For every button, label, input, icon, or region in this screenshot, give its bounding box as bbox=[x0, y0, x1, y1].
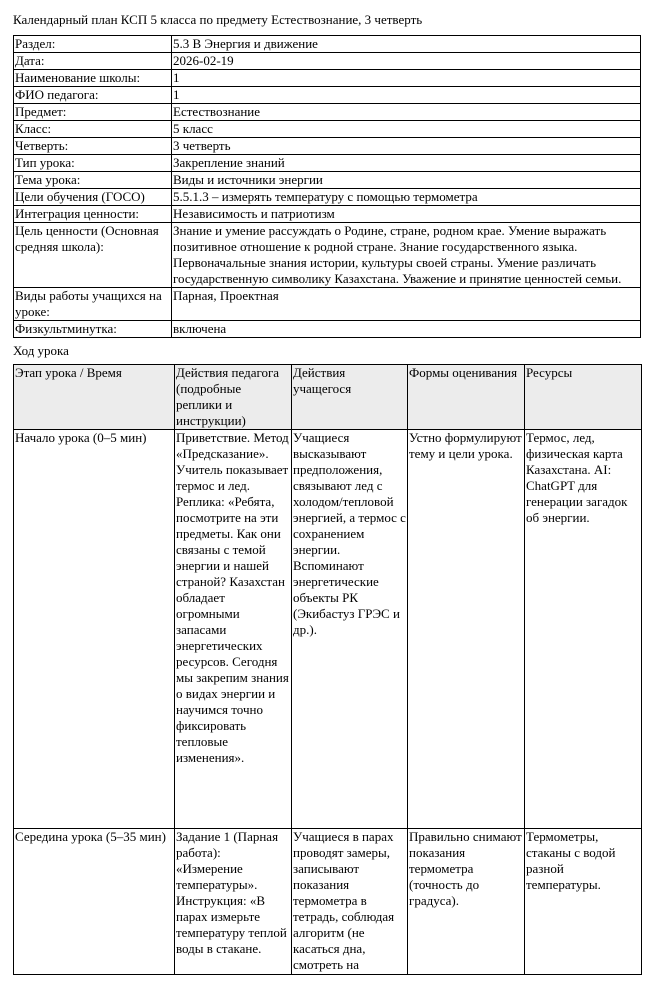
column-header: Формы оценивания bbox=[408, 365, 525, 430]
lesson-cell: Термос, лед, физическая карта Казахстана. AI: ChatGPT для генерации загадок об энергии. bbox=[525, 430, 642, 829]
lesson-header-row bbox=[14, 365, 642, 430]
info-key: Наименование школы: bbox=[14, 70, 172, 87]
info-key: Виды работы учащихся на уроке: bbox=[14, 288, 172, 321]
lesson-cell: Задание 1 (Парная работа): «Измерение температуры». Инструкция: «В парах измерьте температуру теплой воды в стакане. bbox=[175, 829, 292, 975]
lesson-cell: Термометры, стаканы с водой разной температуры. bbox=[525, 829, 642, 975]
info-key: ФИО педагога: bbox=[14, 87, 172, 104]
info-value: 5.5.1.3 – измерять температуру с помощью термометра bbox=[172, 189, 641, 206]
info-row bbox=[14, 87, 641, 104]
lesson-cell: Середина урока (5–35 мин) bbox=[14, 829, 175, 975]
info-value: Закрепление знаний bbox=[172, 155, 641, 172]
column-header: Действия учащегося bbox=[292, 365, 408, 430]
column-header: Этап урока / Время bbox=[14, 365, 175, 430]
column-header: Ресурсы bbox=[525, 365, 642, 430]
info-value: Парная, Проектная bbox=[172, 288, 641, 321]
info-key: Раздел: bbox=[14, 36, 172, 53]
info-key: Класс: bbox=[14, 121, 172, 138]
info-row bbox=[14, 121, 641, 138]
info-key: Тип урока: bbox=[14, 155, 172, 172]
info-key: Тема урока: bbox=[14, 172, 172, 189]
info-value: Естествознание bbox=[172, 104, 641, 121]
info-row bbox=[14, 223, 641, 288]
info-row bbox=[14, 155, 641, 172]
info-value: 5.3 В Энергия и движение bbox=[172, 36, 641, 53]
info-value: 5 класс bbox=[172, 121, 641, 138]
info-value: Виды и источники энергии bbox=[172, 172, 641, 189]
column-header: Действия педагога (подробные реплики и инструкции) bbox=[175, 365, 292, 430]
info-key: Четверть: bbox=[14, 138, 172, 155]
info-row bbox=[14, 206, 641, 223]
info-row bbox=[14, 321, 641, 338]
lesson-row bbox=[14, 430, 642, 829]
lesson-info-table bbox=[13, 35, 641, 338]
info-row bbox=[14, 70, 641, 87]
page-title: Календарный план КСП 5 класса по предмету Естествознание, 3 четверть bbox=[13, 12, 423, 27]
info-value: 1 bbox=[172, 70, 641, 87]
lesson-cell: Приветствие. Метод «Предсказание». Учитель показывает термос и лед. Реплика: «Ребята, посмотрите на эти предметы. Как они связаны с темой энергии и нашей страной? Казахстан обладает огромными запасами энергетических ресурсов. Сегодня мы закрепим знания о видах энергии и научимся точно фиксировать тепловые изменения». bbox=[175, 430, 292, 829]
info-value: Знание и умение рассуждать о Родине, стране, родном крае. Умение выражать позитивное отношение к родной стране. Знание государственного языка. Первоначальные знания истории, культуры своей страны. Умение различать государственную символику Казахстана. Уважение и принятие ценностей семьи. bbox=[172, 223, 641, 288]
lesson-cell: Правильно снимают показания термометра (точность до градуса). bbox=[408, 829, 525, 975]
lesson-cell: Учащиеся высказывают предположения, связывают лед с холодом/тепловой энергией, а термос с сохранением энергии. Вспоминают энергетические объекты РК (Экибастуз ГРЭС и др.). bbox=[292, 430, 408, 829]
info-key: Физкультминутка: bbox=[14, 321, 172, 338]
lesson-row bbox=[14, 829, 642, 975]
lesson-cell: Устно формулируют тему и цели урока. bbox=[408, 430, 525, 829]
lesson-plan-table bbox=[13, 364, 642, 975]
info-key: Цели обучения (ГОСО) bbox=[14, 189, 172, 206]
info-key: Предмет: bbox=[14, 104, 172, 121]
lesson-cell: Учащиеся в парах проводят замеры, записывают показания термометра в тетрадь, соблюдая алгоритм (не касаться дна, смотреть на bbox=[292, 829, 408, 975]
info-row bbox=[14, 53, 641, 70]
info-value: 1 bbox=[172, 87, 641, 104]
info-row bbox=[14, 288, 641, 321]
info-value: включена bbox=[172, 321, 641, 338]
info-value: Независимость и патриотизм bbox=[172, 206, 641, 223]
info-value: 2026-02-19 bbox=[172, 53, 641, 70]
info-key: Цель ценности (Основная средняя школа): bbox=[14, 223, 172, 288]
lesson-cell: Начало урока (0–5 мин) bbox=[14, 430, 175, 829]
info-row bbox=[14, 172, 641, 189]
lesson-heading: Ход урока bbox=[13, 343, 69, 358]
info-value: 3 четверть bbox=[172, 138, 641, 155]
info-row bbox=[14, 36, 641, 53]
info-row bbox=[14, 138, 641, 155]
info-key: Дата: bbox=[14, 53, 172, 70]
info-key: Интеграция ценности: bbox=[14, 206, 172, 223]
info-row bbox=[14, 189, 641, 206]
info-row bbox=[14, 104, 641, 121]
